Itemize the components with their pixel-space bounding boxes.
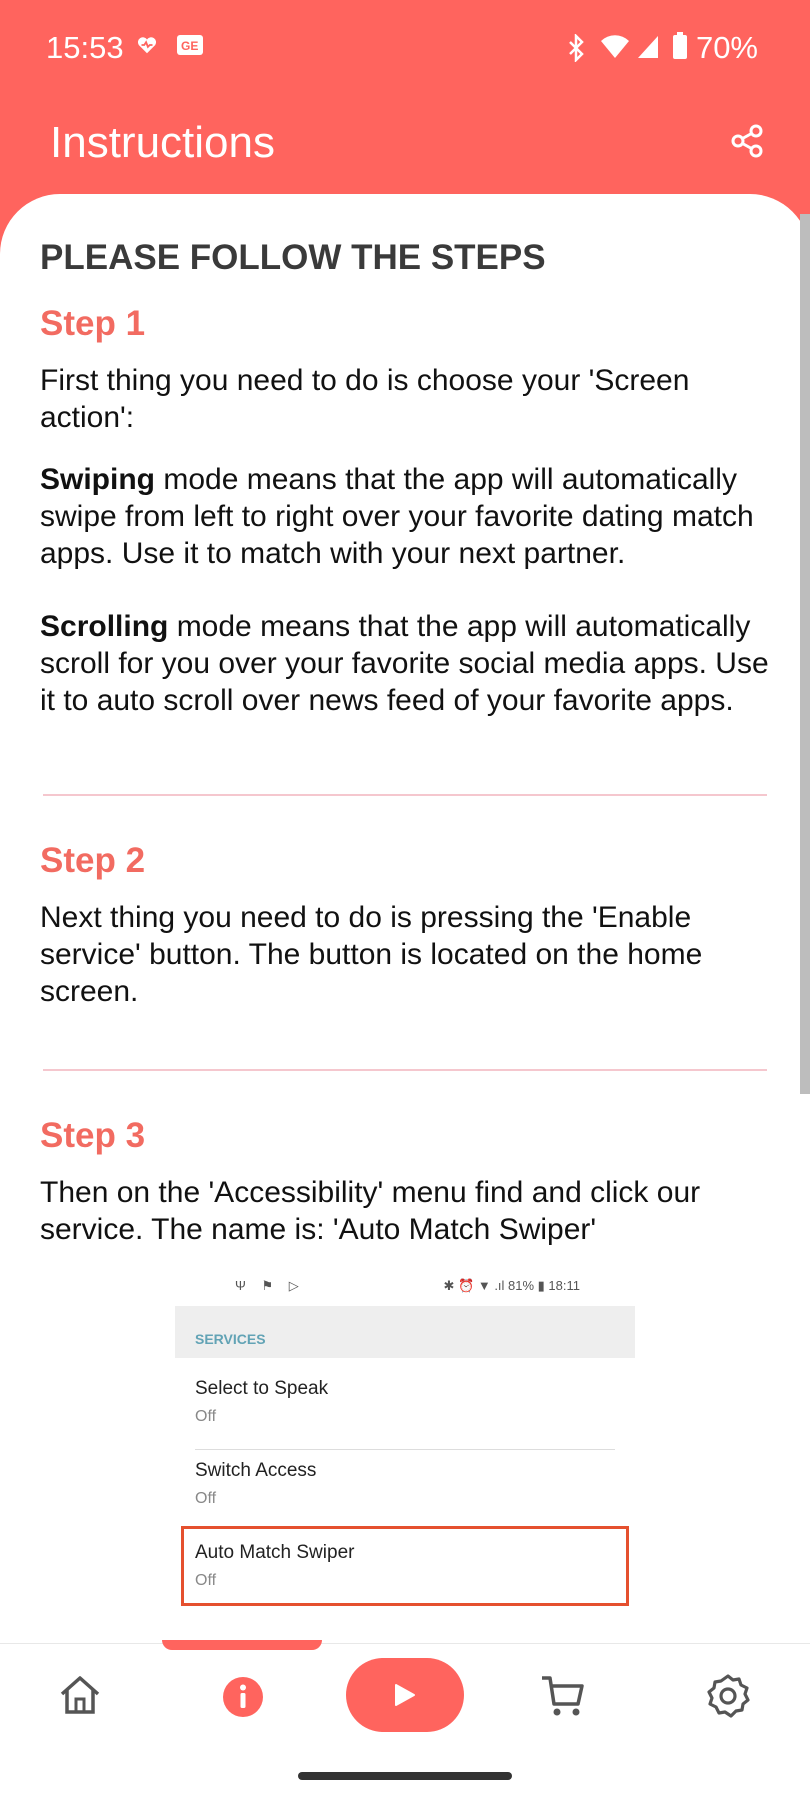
- page-title: Instructions: [50, 118, 275, 167]
- divider: [43, 1069, 767, 1071]
- service-name: Switch Access: [195, 1460, 317, 1481]
- step1-swiping: [40, 461, 780, 572]
- signal-icon: [636, 34, 660, 65]
- scrolling-label: Scrolling: [40, 610, 169, 643]
- ge-icon: [176, 34, 204, 61]
- heart-pulse-icon: [136, 34, 158, 61]
- divider: [43, 794, 767, 796]
- scrollbar[interactable]: [800, 214, 810, 1094]
- swiping-label: Swiping: [40, 463, 155, 496]
- settings-icon[interactable]: [706, 1674, 750, 1723]
- home-icon[interactable]: [58, 1674, 102, 1721]
- service-item: [195, 1378, 615, 1426]
- step2-title: Step 2: [40, 841, 146, 880]
- instructions-card: [0, 194, 810, 1644]
- instructions-heading: PLEASE FOLLOW THE STEPS: [40, 238, 546, 277]
- bluetooth-icon: [566, 34, 588, 67]
- service-state: Off: [195, 1408, 217, 1425]
- service-state: Off: [195, 1572, 217, 1589]
- start-button[interactable]: [346, 1658, 464, 1732]
- step3-title: Step 3: [40, 1116, 146, 1155]
- battery-percent: 70%: [695, 30, 758, 65]
- cart-icon[interactable]: [540, 1674, 586, 1723]
- play-icon: [392, 1683, 418, 1707]
- step1-scrolling: [40, 608, 780, 719]
- step3-text: Then on the 'Accessibility' menu find and click our service. The name is: 'Auto Match Swiper': [40, 1176, 701, 1246]
- service-name: Auto Match Swiper: [195, 1542, 355, 1563]
- services-label: SERVICES: [195, 1331, 266, 1347]
- accessibility-screenshot: [175, 1266, 635, 1644]
- highlight-box: [181, 1526, 629, 1606]
- status-time: 15:53: [46, 30, 124, 65]
- service-item: [195, 1460, 615, 1508]
- bottom-nav-border: [0, 1643, 810, 1644]
- service-state: Off: [195, 1490, 217, 1507]
- service-name: Select to Speak: [195, 1378, 329, 1399]
- step2-text: Next thing you need to do is pressing the 'Enable service' button. The button is located on the home screen.: [40, 901, 703, 1008]
- step1-title: Step 1: [40, 304, 146, 343]
- step1-intro: First thing you need to do is choose your 'Screen action':: [40, 364, 690, 434]
- status-bar: [0, 0, 810, 96]
- battery-icon: [672, 32, 688, 65]
- info-icon[interactable]: [222, 1676, 264, 1723]
- service-separator: [195, 1449, 615, 1450]
- screenshot-status-right: ✱ ⏰ ▼ .ıl 81% ▮ 18:11: [443, 1278, 580, 1293]
- scrolling-text: mode means that the app will automatically scroll for you over your favorite social media apps. Use it to auto scroll over news feed of your favorite apps.: [40, 610, 769, 717]
- screenshot-status-left: Ψ ⚑ ▷: [235, 1278, 305, 1293]
- services-header: [175, 1306, 635, 1358]
- svg-text:GE: GE: [181, 39, 199, 53]
- screenshot-status-bar: [175, 1266, 635, 1306]
- active-tab-indicator: [162, 1640, 322, 1650]
- swiping-text: mode means that the app will automatically swipe from left to right over your favorite dating match apps. Use it to match with your next partner.: [40, 463, 754, 570]
- gesture-bar[interactable]: [298, 1772, 512, 1780]
- wifi-icon: [600, 34, 630, 65]
- share-icon[interactable]: [730, 124, 764, 163]
